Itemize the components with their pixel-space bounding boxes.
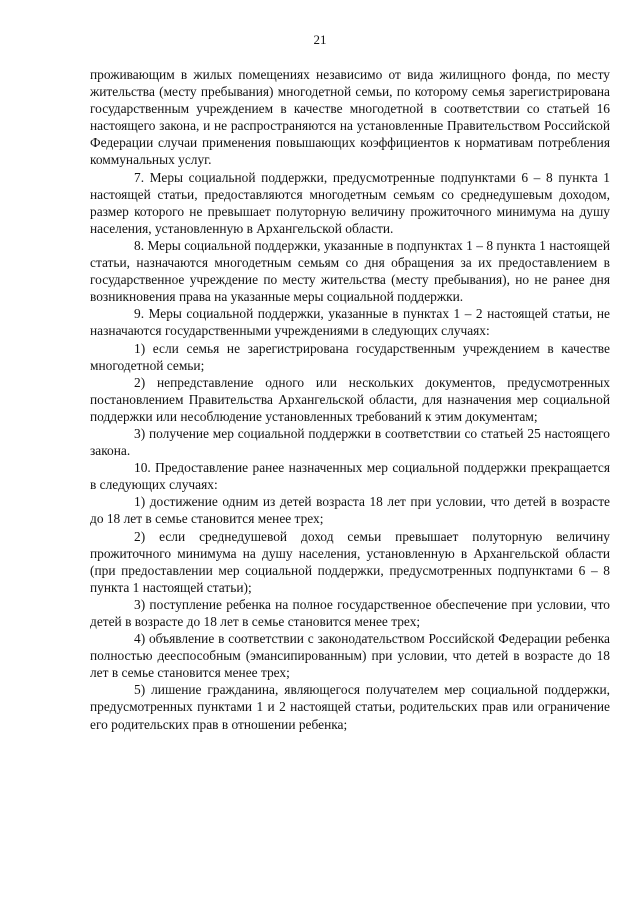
page-number: 21 [313,32,327,47]
paragraph-item-9: 9. Меры социальной поддержки, указанные в пунктах 1 – 2 настоящей статьи, не назначаются государственными учреждениями в следующих случаях: [90,306,610,339]
subitem-10-5: 5) лишение гражданина, являющегося получателем мер социальной поддержки, предусмотренных пунктами 1 и 2 настоящей статьи, родительских прав или ограничение его родительских прав в отношении ребенка; [90,682,610,732]
paragraph-item-7: 7. Меры социальной поддержки, предусмотренные подпунктами 6 – 8 пункта 1 настоящей статьи, предоставляются многодетным семьям со среднедушевым доходом, размер которого не превышает полуторную величину прожиточного минимума на душу населения, установленную в Архангельской области. [90,169,610,236]
subitem-9-1: 1) если семья не зарегистрирована государственным учреждением в качестве многодетной семьи; [90,340,610,373]
document-body [90,66,610,733]
subitem-10-4: 4) объявление в соответствии с законодательством Российской Федерации ребенка полностью дееспособным (эмансипированным) при условии, что детей в возрасте до 18 лет в семье становится менее трех; [90,631,610,681]
subitem-9-2: 2) непредставление одного или нескольких документов, предусмотренных постановлением Правительства Архангельской области, для назначения мер социальной поддержки или несоблюдение установленных требований к этим документам; [90,374,610,424]
paragraph-item-8: 8. Меры социальной поддержки, указанные в подпунктах 1 – 8 пункта 1 настоящей статьи, назначаются многодетным семьям со дня обращения за их предоставлением в государственное учреждение по месту жительства (месту пребывания), но не ранее дня возникновения права на указанные меры социальной поддержки. [90,237,610,305]
subitem-9-3: 3) получение мер социальной поддержки в соответствии со статьей 25 настоящего закона. [90,425,610,459]
subitem-10-3: 3) поступление ребенка на полное государственное обеспечение при условии, что детей в возрасте до 18 лет в семье становится менее трех; [90,596,610,629]
paragraph-item-10: 10. Предоставление ранее назначенных мер социальной поддержки прекращается в следующих случаях: [90,460,610,493]
subitem-10-1: 1) достижение одним из детей возраста 18 лет при условии, что детей в возрасте до 18 лет в семье становится менее трех; [90,494,610,527]
paragraph-continuation: проживающим в жилых помещениях независимо от вида жилищного фонда, по месту жительства (месту пребывания) многодетной семьи, по которому семья зарегистрирована государственным учреждением в качестве многодетной в соответствии со статьей 16 настоящего закона, и не распространяются на установленные Правительством Российской Федерации случаи применения повышающих коэффициентов к нормативам потребления коммунальных услуг. [90,67,610,168]
subitem-10-2: 2) если среднедушевой доход семьи превышает полуторную величину прожиточного минимума на душу населения, установленную в Архангельской области (при предоставлении мер социальной поддержки, предусмотренных подпунктами 6 – 8 пункта 1 настоящей статьи); [90,528,610,595]
